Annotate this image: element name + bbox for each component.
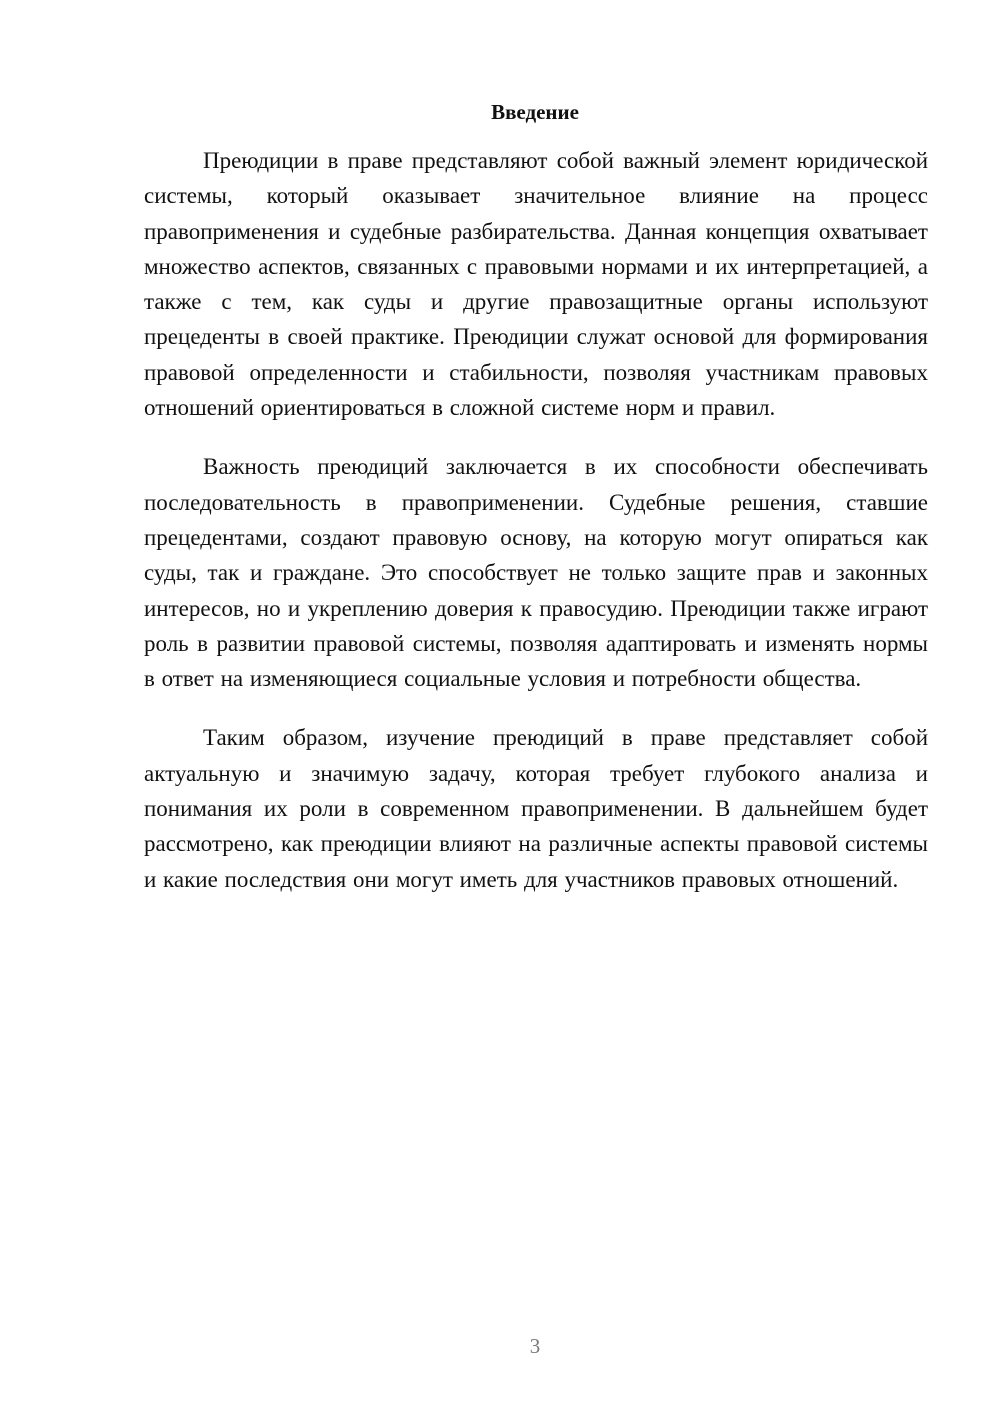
paragraph-2: Важность преюдиций заключается в их способности обеспечивать последовательность в правоприменении. Судебные решения, ставшие прецедентами, создают правовую основу, на которую могут опираться как суды, так и граждане. Это способствует не только защите прав и законных интересов, но и укреплению доверия к правосудию. Преюдиции также играют роль в развитии правовой системы, позволяя адаптировать и изменять нормы в ответ на изменяющиеся социальные условия и потребности общества. [144, 454, 928, 692]
section-heading: Введение [491, 100, 579, 124]
document-body [144, 143, 928, 921]
page-number: 3 [529, 1334, 541, 1358]
paragraph-1: Преюдиции в праве представляют собой важный элемент юридической системы, который оказывает значительное влияние на процесс правоприменения и судебные разбирательства. Данная концепция охватывает множество аспектов, связанных с правовыми нормами и их интерпретацией, а также с тем, как суды и другие правозащитные органы используют прецеденты в своей практике. Преюдиции служат основой для формирования правовой определенности и стабильности, позволяя участникам правовых отношений ориентироваться в сложной системе норм и правил. [144, 148, 928, 421]
paragraph-3: Таким образом, изучение преюдиций в праве представляет собой актуальную и значимую задачу, которая требует глубокого анализа и понимания их роли в современном правоприменении. В дальнейшем будет рассмотрено, как преюдиции влияют на различные аспекты правовой системы и какие последствия они могут иметь для участников правовых отношений. [144, 725, 928, 892]
